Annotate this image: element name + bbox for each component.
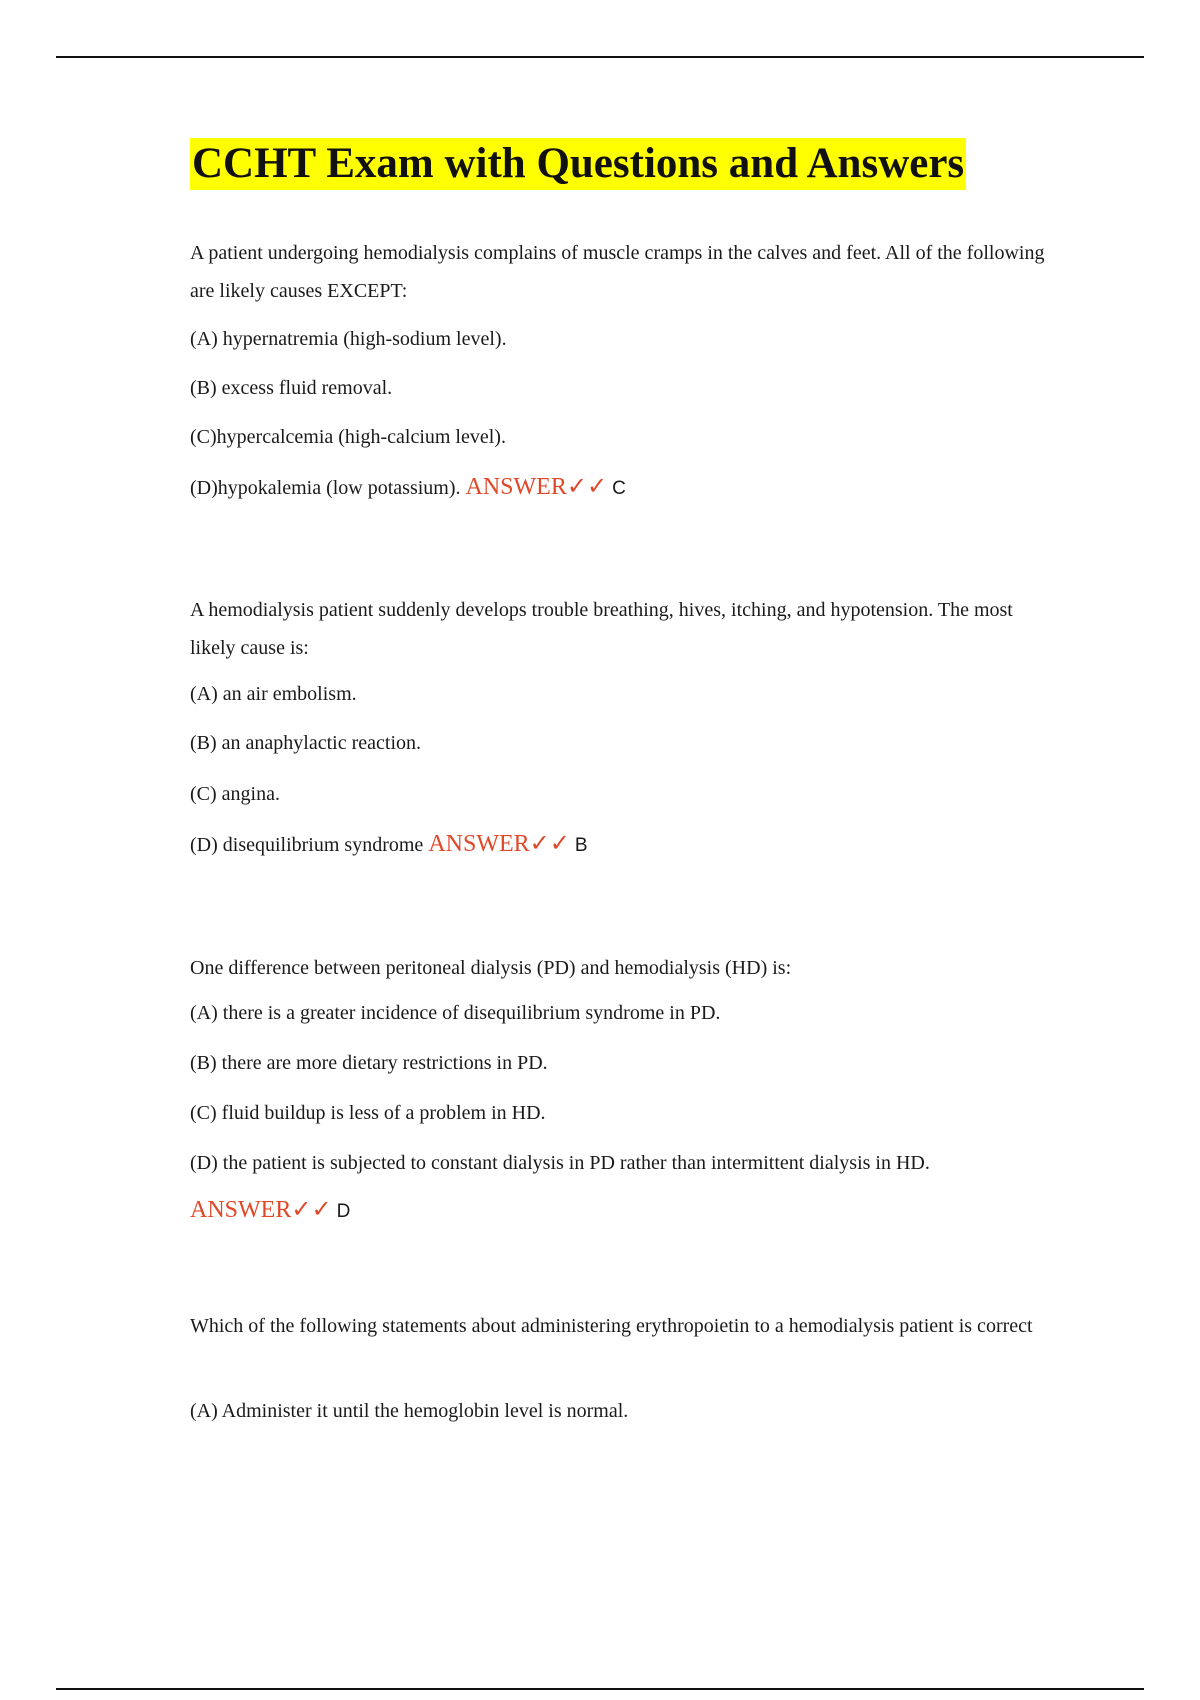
question-1-option-d-line <box>190 474 626 502</box>
question-1-option-a: (A) hypernatremia (high-sodium level). <box>190 328 507 350</box>
question-2-option-d: (D) disequilibrium syndrome <box>190 834 424 856</box>
question-3-option-d: (D) the patient is subjected to constant dialysis in PD rather than intermittent dialysis in HD. <box>190 1152 930 1174</box>
question-2-stem: A hemodialysis patient suddenly develops trouble breathing, hives, itching, and hypotension. The most likely cause is: <box>190 599 1013 659</box>
question-2-option-d-line <box>190 831 588 859</box>
question-3-option-a: (A) there is a greater incidence of disequilibrium syndrome in PD. <box>190 1002 721 1024</box>
question-2-answer-label: ANSWER✓✓ <box>428 831 570 857</box>
question-1-option-b: (B) excess fluid removal. <box>190 377 393 399</box>
document-title: CCHT Exam with Questions and Answers <box>190 138 966 190</box>
question-1-stem: A patient undergoing hemodialysis complains of muscle cramps in the calves and feet. All of the following are likely causes EXCEPT: <box>190 242 1045 302</box>
question-1-option-d: (D)hypokalemia (low potassium). <box>190 477 461 499</box>
question-3-option-c: (C) fluid buildup is less of a problem in HD. <box>190 1102 546 1124</box>
question-3-answer-line <box>190 1197 350 1225</box>
question-2-option-b: (B) an anaphylactic reaction. <box>190 732 421 754</box>
question-1 <box>190 234 1050 500</box>
question-4-stem: Which of the following statements about administering erythropoietin to a hemodialysis patient is correct <box>190 1315 1033 1337</box>
question-3 <box>190 949 1050 1223</box>
question-4 <box>190 1307 1050 1422</box>
question-4-option-a: (A) Administer it until the hemoglobin level is normal. <box>190 1400 629 1422</box>
question-1-answer-label: ANSWER✓✓ <box>465 474 608 500</box>
question-2 <box>190 591 1050 857</box>
question-2-option-c: (C) angina. <box>190 783 280 805</box>
top-rule <box>56 56 1144 58</box>
question-2-answer: B <box>574 835 588 856</box>
question-1-option-c: (C)hypercalcemia (high-calcium level). <box>190 426 506 448</box>
question-3-option-b: (B) there are more dietary restrictions in PD. <box>190 1052 548 1074</box>
bottom-rule <box>56 1688 1144 1690</box>
question-2-option-a: (A) an air embolism. <box>190 683 357 705</box>
question-1-answer: C <box>612 478 626 499</box>
question-3-answer-label: ANSWER✓✓ <box>190 1197 332 1223</box>
question-3-answer: D <box>336 1201 351 1222</box>
document-body <box>190 138 1050 1422</box>
question-3-stem: One difference between peritoneal dialysis (PD) and hemodialysis (HD) is: <box>190 957 792 979</box>
